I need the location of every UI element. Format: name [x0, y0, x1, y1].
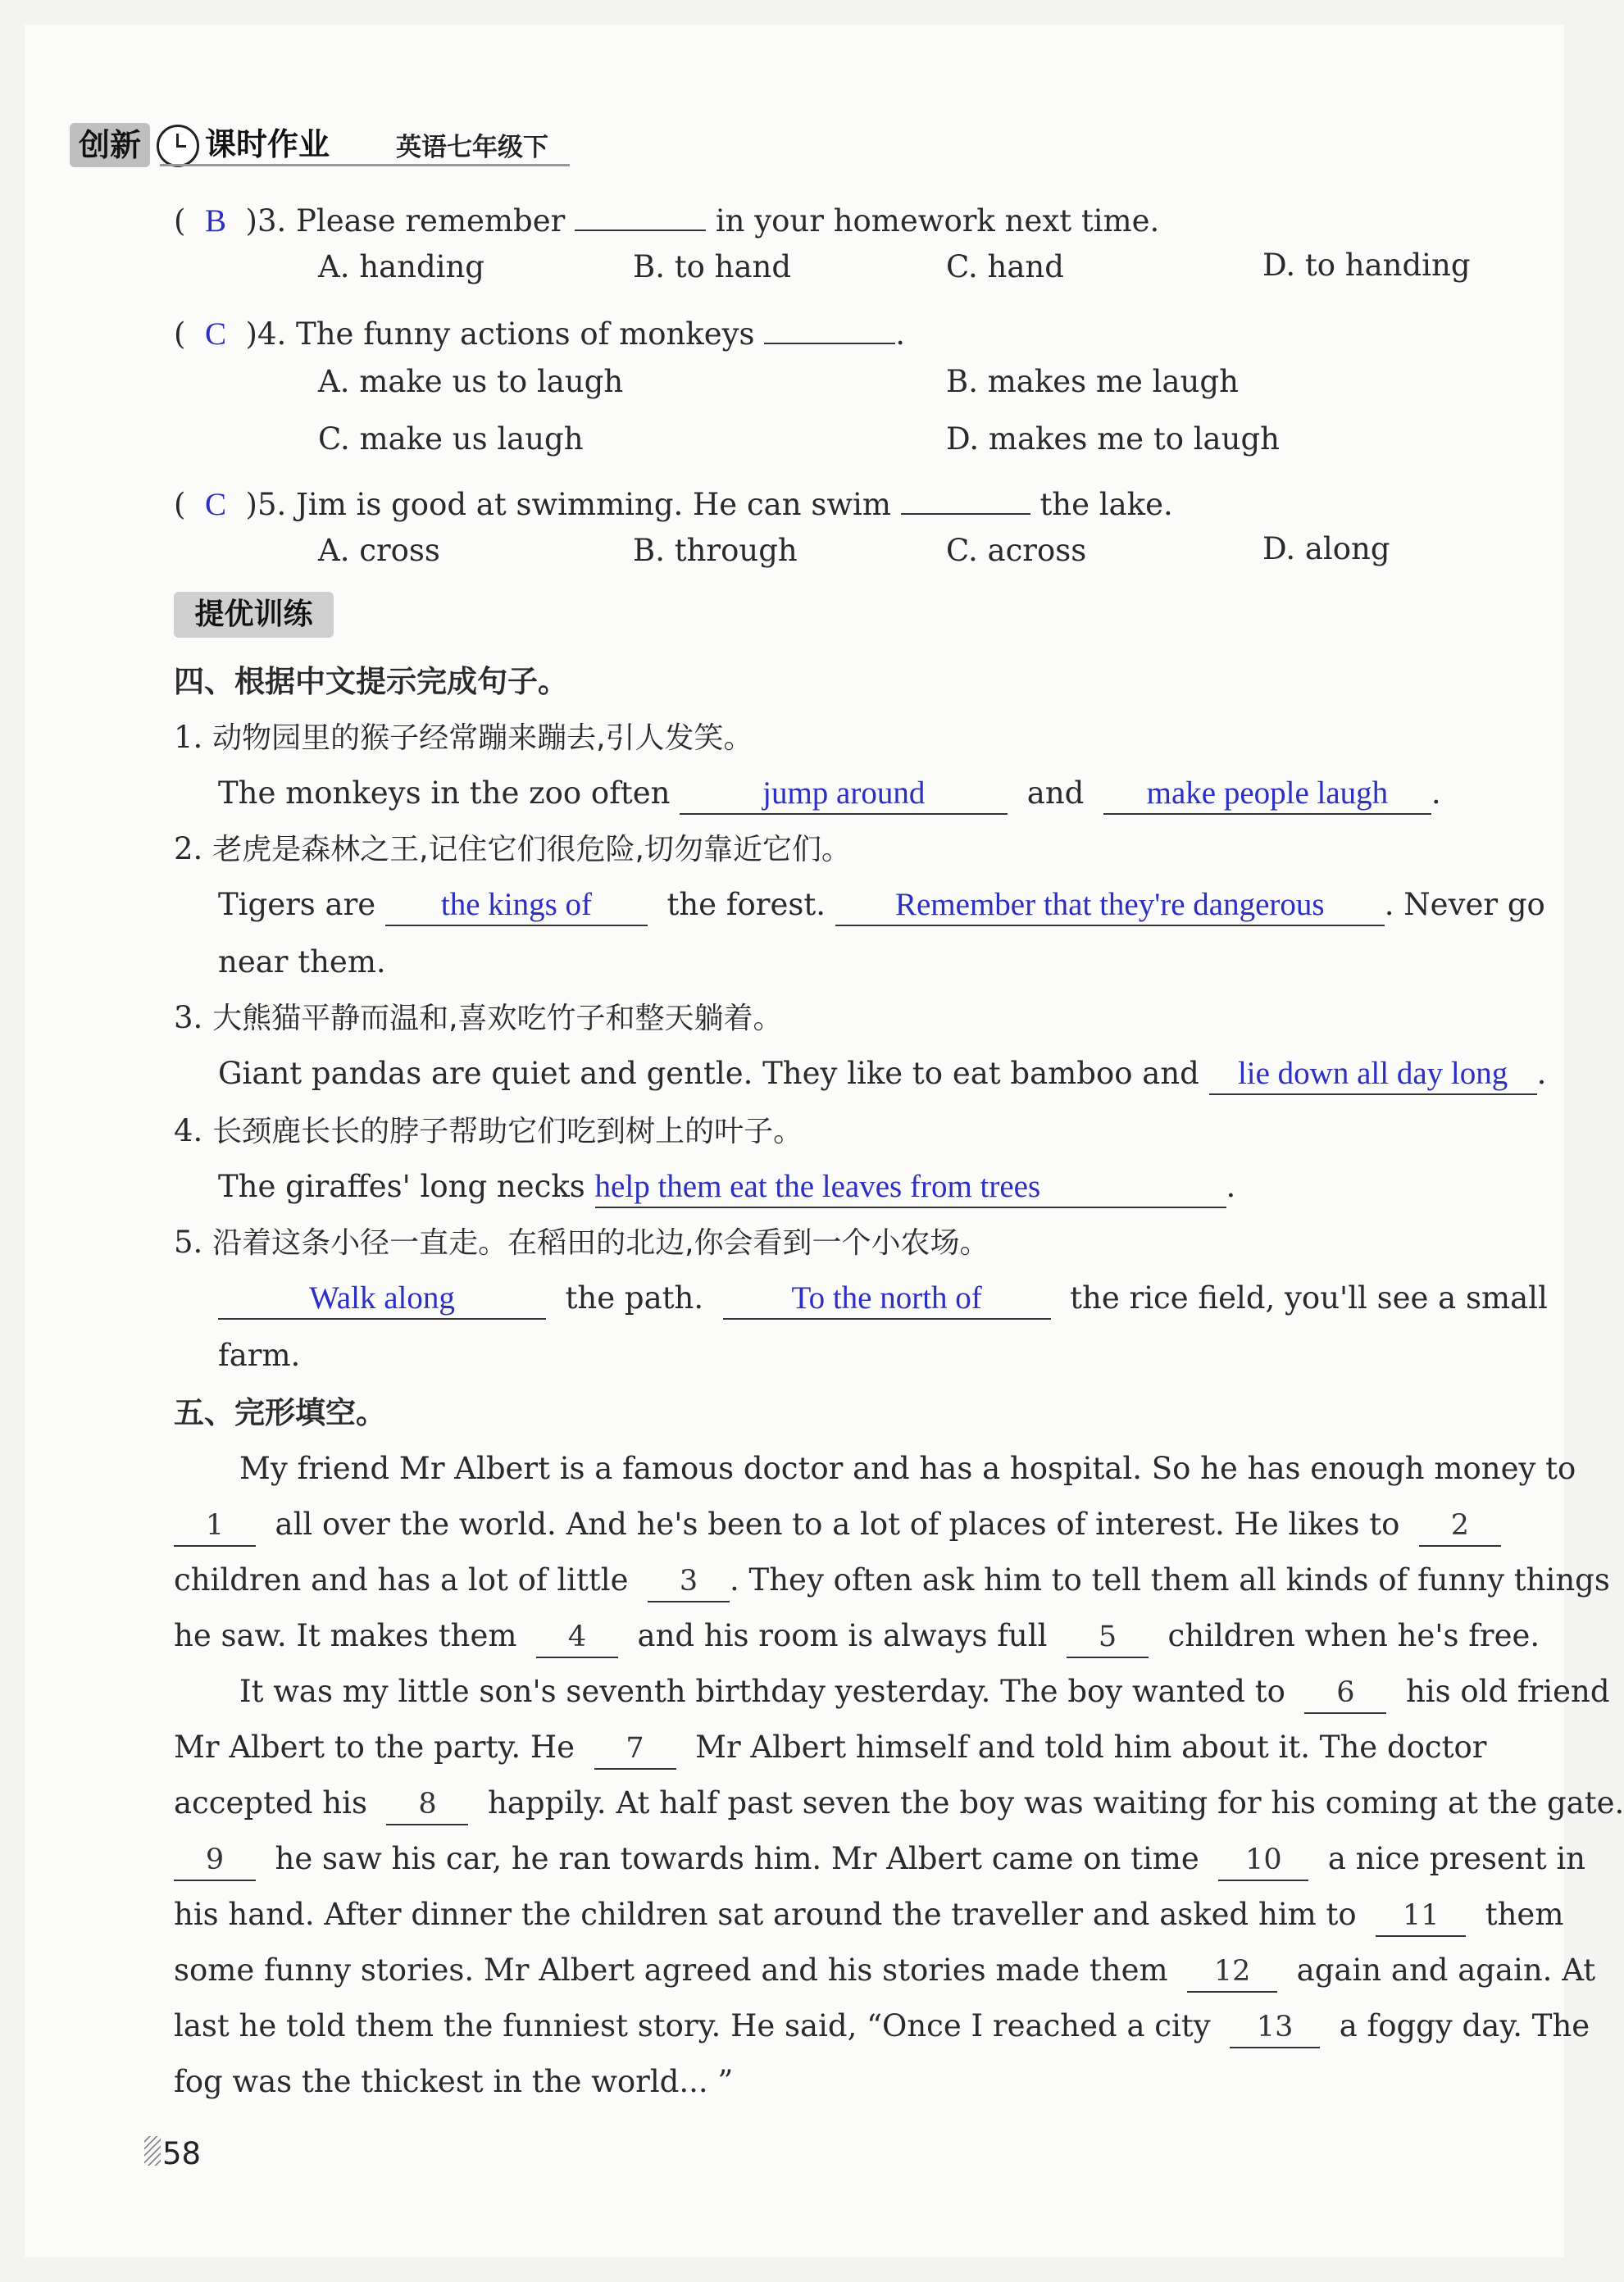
- cloze-blank: 9: [174, 1843, 256, 1881]
- mc-option: B. to hand: [633, 249, 792, 284]
- mc-answer: C: [204, 316, 226, 352]
- answer-blank: the kings of: [385, 889, 648, 926]
- mc-question-5: ( C )5. Jim is good at swimming. He can swim the lake.: [174, 477, 1173, 523]
- blank: [764, 307, 895, 344]
- clock-icon: [157, 125, 199, 167]
- mc-option: C. across: [946, 533, 1087, 568]
- cloze-line: 1 all over the world. And he's been to a lot of places of interest. He likes to 2: [174, 1507, 1501, 1547]
- section4-item-4-cn: 4. 长颈鹿长长的脖子帮助它们吃到树上的叶子。: [174, 1113, 803, 1148]
- section4-item-3-en: Giant pandas are quiet and gentle. They like to eat bamboo and lie down all day long .: [218, 1056, 1546, 1095]
- answer-blank: help them eat the leaves from trees: [595, 1171, 1226, 1208]
- section4-item-5-en: Walk along the path. To the north of the rice field, you'll see a small: [218, 1280, 1548, 1320]
- mc-option: D. makes me to laugh: [946, 421, 1280, 457]
- section4-item-2-en: Tigers are the kings of the forest. Remember that they're dangerous . Never go: [218, 887, 1545, 926]
- cloze-blank: 10: [1218, 1843, 1308, 1881]
- cloze-line: accepted his 8 happily. At half past seven the boy was waiting for his coming at the gate.: [174, 1785, 1624, 1825]
- section-badge: 提优训练: [174, 592, 334, 638]
- cloze-line: children and has a lot of little 3 . They often ask him to tell them all kinds of funny things: [174, 1562, 1610, 1602]
- cloze-line: fog was the thickest in the world... ”: [174, 2064, 734, 2099]
- answer-blank: To the north of: [723, 1282, 1051, 1320]
- header-rule: [160, 164, 570, 166]
- mc-option: B. through: [633, 533, 798, 568]
- mc-answer: B: [204, 203, 226, 239]
- cloze-line: he saw. It makes them 4 and his room is always full 5 children when he's free.: [174, 1618, 1540, 1658]
- cloze-blank: 4: [536, 1621, 618, 1658]
- mc-option: C. hand: [946, 249, 1064, 284]
- section4-item-5-cn: 5. 沿着这条小径一直走。在稻田的北边,你会看到一个小农场。: [174, 1225, 989, 1260]
- page-number: 58: [162, 2136, 202, 2171]
- answer-blank: jump around: [680, 777, 1008, 815]
- cloze-blank: 2: [1419, 1509, 1501, 1547]
- cloze-blank: 11: [1376, 1899, 1466, 1937]
- answer-blank: lie down all day long: [1209, 1057, 1537, 1095]
- cloze-line: some funny stories. Mr Albert agreed and his stories made them 12 again and again. At: [174, 1952, 1595, 1993]
- mc-option: C. make us laugh: [318, 421, 584, 457]
- blank: [575, 193, 706, 231]
- section4-item-1-en: The monkeys in the zoo often jump around and make people laugh .: [218, 775, 1441, 815]
- section4-item-4-en: The giraffes' long necks help them eat the leaves from trees .: [218, 1169, 1235, 1208]
- header-subtitle: 英语七年级下: [396, 133, 548, 162]
- header-badge: 创新: [70, 123, 150, 167]
- mc-answer: C: [204, 487, 226, 522]
- cloze-blank: 1: [174, 1509, 256, 1547]
- header-title: 课时作业: [205, 126, 330, 162]
- page-number-hatch: [144, 2136, 161, 2166]
- cloze-line: My friend Mr Albert is a famous doctor and has a hospital. So he has enough money to: [239, 1451, 1576, 1486]
- mc-option: D. to handing: [1262, 248, 1471, 283]
- cloze-line: It was my little son's seventh birthday yesterday. The boy wanted to 6 his old friend: [239, 1674, 1610, 1714]
- section4-item-3-cn: 3. 大熊猫平静而温和,喜欢吃竹子和整天躺着。: [174, 1000, 783, 1035]
- mc-option: A. make us to laugh: [318, 364, 624, 399]
- mc-option: A. cross: [318, 533, 440, 568]
- section4-title: 四、根据中文提示完成句子。: [174, 664, 568, 699]
- cloze-blank: 8: [386, 1788, 468, 1825]
- answer-blank: make people laugh: [1103, 777, 1431, 815]
- cloze-blank: 12: [1187, 1955, 1277, 1993]
- section4-item-2-line2: near them.: [218, 944, 386, 980]
- mc-question-3: ( B )3. Please remember in your homework next time.: [174, 193, 1159, 239]
- cloze-line: his hand. After dinner the children sat around the traveller and asked him to 11 them: [174, 1897, 1563, 1937]
- section4-item-5-line2: farm.: [218, 1338, 301, 1373]
- cloze-line: 9 he saw his car, he ran towards him. Mr Albert came on time 10 a nice present in: [174, 1841, 1585, 1881]
- cloze-line: last he told them the funniest story. He said, “Once I reached a city 13 a foggy day. The: [174, 2008, 1590, 2048]
- section5-title: 五、完形填空。: [174, 1395, 386, 1430]
- cloze-blank: 5: [1067, 1621, 1149, 1658]
- mc-option: B. makes me laugh: [946, 364, 1239, 399]
- mc-question-4: ( C )4. The funny actions of monkeys .: [174, 307, 905, 352]
- blank: [901, 477, 1030, 515]
- cloze-line: Mr Albert to the party. He 7 Mr Albert himself and told him about it. The doctor: [174, 1730, 1486, 1770]
- mc-option: A. handing: [318, 249, 484, 284]
- section4-item-1-cn: 1. 动物园里的猴子经常蹦来蹦去,引人发笑。: [174, 720, 753, 755]
- cloze-blank: 3: [648, 1565, 730, 1602]
- answer-blank: Walk along: [218, 1282, 546, 1320]
- cloze-blank: 6: [1304, 1676, 1386, 1714]
- answer-blank: Remember that they're dangerous: [835, 889, 1385, 926]
- section4-item-2-cn: 2. 老虎是森林之王,记住它们很危险,切勿靠近它们。: [174, 831, 851, 866]
- mc-option: D. along: [1262, 531, 1390, 566]
- cloze-blank: 13: [1230, 2011, 1320, 2048]
- cloze-blank: 7: [594, 1732, 676, 1770]
